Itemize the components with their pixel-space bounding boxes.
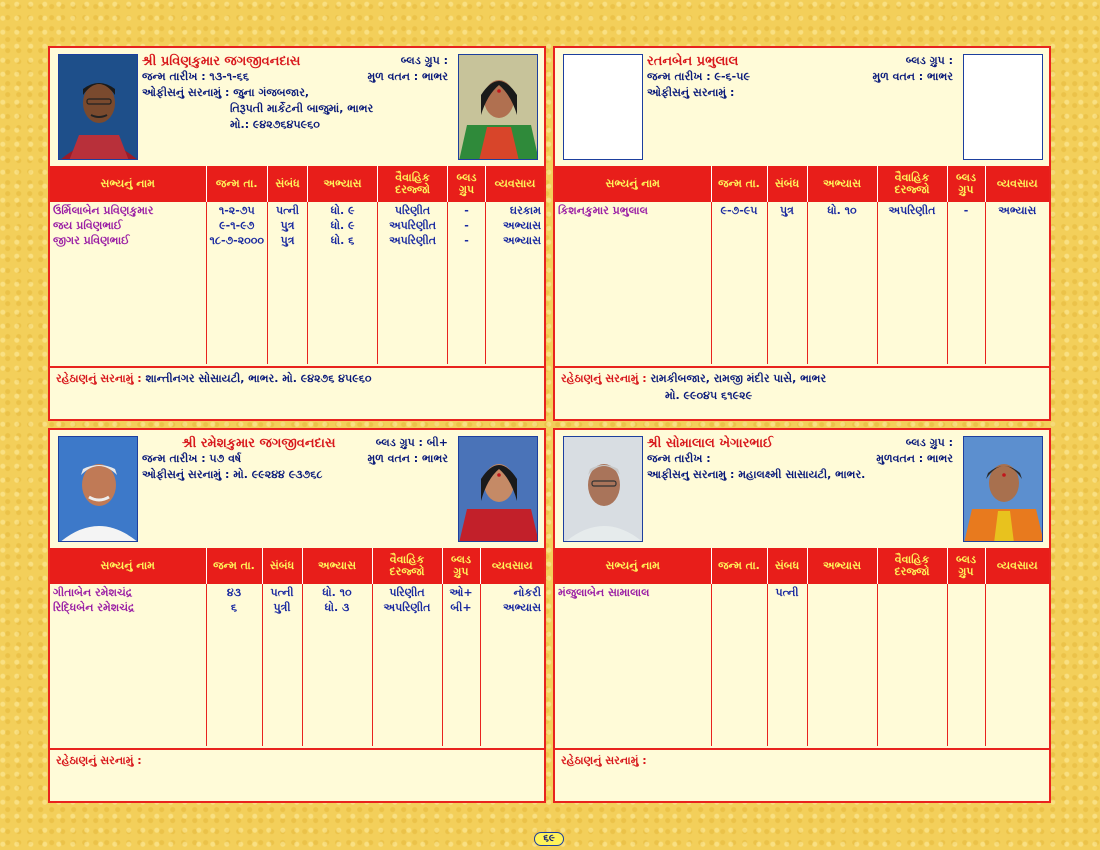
member-occupation xyxy=(989,586,1047,601)
office-address-label: ઓફીસનું સરનામું : જુના ગંજબજાર, xyxy=(142,86,310,99)
residence-address-label: રહેઠાણનું સરનામું : xyxy=(561,754,647,767)
members-table xyxy=(50,166,544,364)
member-blood: ઓ+ xyxy=(449,586,473,599)
col-marital-line1: વૈવાહિક xyxy=(389,553,425,566)
dob-label: જન્મ તારીખ : ૯-૬-૫૯ xyxy=(647,70,750,83)
residence-address-value: રામકીબજાર, રામજી મંદીર પાસે, ભાભર xyxy=(650,372,827,385)
occupations-cell xyxy=(985,202,1049,364)
col-education: અભ્યાસ xyxy=(308,166,378,202)
page-number: ૬૯ xyxy=(534,832,564,846)
col-education: અભ્યાસ xyxy=(302,548,372,584)
blood-group-label: બ્લડ ગ્રુપ : xyxy=(400,54,448,67)
col-blood xyxy=(442,548,480,584)
col-blood-line1: બ્લડ xyxy=(450,553,472,566)
maritals-cell xyxy=(877,202,947,364)
col-occupation: વ્યવસાય xyxy=(985,548,1049,584)
col-blood-line2: ગ્રુપ xyxy=(958,565,974,578)
col-blood-line1: બ્લડ xyxy=(955,171,977,184)
member-relation: પુત્રી xyxy=(273,601,291,614)
residence-address xyxy=(50,366,544,419)
card-header xyxy=(647,436,953,484)
residence-mobile: મો. ૯૯૦૪૫ ૬૧૯૨૯ xyxy=(665,389,753,402)
col-dob: જન્મ તા. xyxy=(711,548,767,584)
member-name: કિશનકુમાર પ્રભુલાલ xyxy=(558,204,648,217)
col-dob: જન્મ તા. xyxy=(206,166,268,202)
residence-address xyxy=(555,366,1049,419)
dobs-cell xyxy=(711,202,767,364)
member-name: મંજુલાબેન સામાલાલ xyxy=(558,586,650,599)
member-dob: ૬ xyxy=(230,601,238,614)
member-education: ધો. ૯ xyxy=(330,204,355,217)
member-blood xyxy=(951,586,982,601)
member-marital: પરિણીત xyxy=(389,586,425,599)
col-marital-line2: દરજ્જો xyxy=(395,183,431,196)
col-marital-line1: વૈવાહિક xyxy=(894,171,930,184)
member-relation: પત્ની xyxy=(775,586,799,599)
col-dob: જન્મ તા. xyxy=(206,548,262,584)
names-cell xyxy=(555,584,711,746)
family-card-1 xyxy=(48,46,546,421)
table-body-row xyxy=(555,584,1049,746)
blood-group-label: બ્લડ ગ્રુપ : બી+ xyxy=(375,436,448,449)
member-dob: ૯-૧-૯૭ xyxy=(219,219,255,232)
col-relation: સંબંધ xyxy=(767,166,807,202)
col-marital xyxy=(877,166,947,202)
member-relation: પત્ની xyxy=(276,204,300,217)
names-cell xyxy=(555,202,711,364)
col-occupation: વ્યવસાય xyxy=(486,166,544,202)
residence-address xyxy=(50,748,544,801)
spouse-photo-placeholder xyxy=(963,54,1043,160)
native-label: મુળ વતન : ભાભર xyxy=(367,70,448,83)
member-education: ધો. ૩ xyxy=(324,601,350,614)
residence-address xyxy=(555,748,1049,801)
residence-address-label: રહેઠાણનું સરનામું : xyxy=(56,754,142,767)
table-body-row xyxy=(555,202,1049,364)
relations-cell xyxy=(262,584,302,746)
family-card-4 xyxy=(553,428,1051,803)
maritals-cell xyxy=(372,584,442,746)
office-mobile: મો.: ૯૪૨૭૬૪૫૯૬૦ xyxy=(230,118,320,131)
members-table xyxy=(50,548,544,746)
member-blood: - xyxy=(963,204,969,217)
col-occupation: વ્યવસાય xyxy=(985,166,1049,202)
table-body-row xyxy=(50,584,544,746)
col-blood xyxy=(947,166,985,202)
head-name: શ્રી સોમાલાલ ખેગારભાઈ xyxy=(647,436,774,451)
blood-group-label: બ્લડ ગ્રુપ : xyxy=(905,436,953,449)
office-address-line2: તિરૂપતી માર્કેટની બાજુમાં, ભાભર xyxy=(230,102,374,115)
office-address-label: ઓફીસનું સરનામું : મો. ૯૯૨૪૪ ૯૩૭૬૮ xyxy=(142,468,323,481)
member-occupation: અભ્યાસ xyxy=(502,219,541,232)
table-header-row xyxy=(50,548,544,584)
occupations-cell xyxy=(486,202,544,364)
member-marital: અપરિણીત xyxy=(389,234,437,247)
family-card-3 xyxy=(48,428,546,803)
col-name: સભ્યનું નામ xyxy=(555,548,711,584)
dob-label: જન્મ તારીખ : ૫૭ વર્ષ xyxy=(142,452,242,465)
col-marital xyxy=(372,548,442,584)
member-marital: અપરિણીત xyxy=(383,601,431,614)
members-table xyxy=(555,166,1049,364)
col-blood-line1: બ્લડ xyxy=(955,553,977,566)
card-header xyxy=(142,54,448,134)
col-marital-line2: દરજ્જો xyxy=(894,183,930,196)
card-header xyxy=(142,436,448,484)
member-education: ધો. ૬ xyxy=(330,234,355,247)
dobs-cell xyxy=(206,202,268,364)
col-marital xyxy=(877,548,947,584)
member-education: ધો. ૧૦ xyxy=(322,586,352,599)
dobs-cell xyxy=(206,584,262,746)
member-marital: પરિણીત xyxy=(394,204,431,217)
members-table xyxy=(555,548,1049,746)
head-photo xyxy=(58,436,138,542)
member-occupation: અભ્યાસ xyxy=(502,234,541,247)
occupations-cell xyxy=(480,584,544,746)
table-body-row xyxy=(50,202,544,364)
member-relation: પુત્ર xyxy=(780,204,794,217)
col-blood-line1: બ્લડ xyxy=(456,171,477,184)
native-label: મુળવતન : ભાભર xyxy=(876,452,953,465)
maritals-cell xyxy=(378,202,448,364)
native-label: મુળ વતન : ભાભર xyxy=(872,70,953,83)
educations-cell xyxy=(302,584,372,746)
member-occupation: અભ્યાસ xyxy=(502,601,541,614)
occupations-cell xyxy=(985,584,1049,746)
blood-group-label: બ્લડ ગ્રુપ : xyxy=(905,54,953,67)
member-name: જીગર પ્રવિણભાઈ xyxy=(53,234,130,247)
head-name: રતનબેન પ્રભુલાલ xyxy=(647,54,739,69)
member-blood: - xyxy=(464,204,469,217)
col-dob: જન્મ તા. xyxy=(711,166,767,202)
relations-cell xyxy=(767,202,807,364)
residence-address-label: રહેઠાણનું સરનામું : xyxy=(56,372,142,385)
col-education: અભ્યાસ xyxy=(807,548,877,584)
relations-cell xyxy=(767,584,807,746)
member-name: જય પ્રવિણભાઈ xyxy=(53,219,123,232)
educations-cell xyxy=(807,584,877,746)
table-header-row xyxy=(50,166,544,202)
col-occupation: વ્યવસાય xyxy=(480,548,544,584)
names-cell xyxy=(50,202,206,364)
col-marital-line2: દરજ્જો xyxy=(389,565,425,578)
bloods-cell xyxy=(947,584,985,746)
card-header xyxy=(647,54,953,102)
residence-address-value: શાન્તીનગર સોસાયટી, ભાભર. મો. ૯૪૨૭૬ ૪૫૯૬૦ xyxy=(145,372,372,385)
member-blood: - xyxy=(464,219,469,232)
educations-cell xyxy=(308,202,378,364)
member-dob: ૧-૨-૭૫ xyxy=(218,204,255,217)
maritals-cell xyxy=(877,584,947,746)
member-education: ધો. ૯ xyxy=(330,219,355,232)
member-dob: ૪૩ xyxy=(226,586,242,599)
member-blood: - xyxy=(464,234,469,247)
col-marital-line2: દરજ્જો xyxy=(894,565,930,578)
member-education: ધો. ૧૦ xyxy=(827,204,857,217)
member-marital: અપરિણીત xyxy=(888,204,936,217)
bloods-cell xyxy=(442,584,480,746)
member-name: ગીતાબેન રમેશચંદ્ર xyxy=(53,586,133,599)
member-relation: પુત્ર xyxy=(280,234,295,247)
member-name: રિદ્ધિબેન રમેશચંદ્ર xyxy=(53,601,135,614)
table-header-row xyxy=(555,166,1049,202)
office-address-label: ઓફીસનું સરનામું : xyxy=(647,86,735,99)
native-label: મુળ વતન : ભાભર xyxy=(367,452,448,465)
member-marital: અપરિણીત xyxy=(389,219,437,232)
table-header-row xyxy=(555,548,1049,584)
head-name: શ્રી રમેશકુમાર જગજીવનદાસ xyxy=(182,436,336,451)
member-occupation: ઘરકામ xyxy=(509,204,541,217)
spouse-photo xyxy=(458,436,538,542)
member-marital xyxy=(881,586,944,601)
dob-label: જન્મ તારીખ : xyxy=(647,452,711,465)
col-name: સભ્યનું નામ xyxy=(50,166,206,202)
col-name: સભ્યનું નામ xyxy=(555,166,711,202)
col-blood xyxy=(448,166,486,202)
bloods-cell xyxy=(947,202,985,364)
member-occupation: નોકરી xyxy=(513,586,541,599)
col-blood-line2: ગ્રુપ xyxy=(958,183,974,196)
col-relation: સંબંધ xyxy=(268,166,308,202)
head-name: શ્રી પ્રવિણકુમાર જગજીવનદાસ xyxy=(142,54,301,69)
col-marital-line1: વૈવાહિક xyxy=(395,171,430,184)
office-address-label: આફીસનુ સરનામુ : મહાલક્ષ્મી સાસાયટી, ભાભર. xyxy=(647,468,866,481)
dob-label: જન્મ તારીખ : ૧૩-૧-૬૬ xyxy=(142,70,249,83)
col-education: અભ્યાસ xyxy=(807,166,877,202)
member-dob: ૯-૭-૯૫ xyxy=(720,204,758,217)
member-dob: ૧૮-૭-૨૦૦૦ xyxy=(209,234,265,247)
member-dob xyxy=(715,586,764,601)
head-photo-placeholder xyxy=(563,54,643,160)
spouse-photo xyxy=(963,436,1043,542)
relations-cell xyxy=(268,202,308,364)
spouse-photo xyxy=(458,54,538,160)
member-relation: પત્ની xyxy=(270,586,294,599)
educations-cell xyxy=(807,202,877,364)
names-cell xyxy=(50,584,206,746)
member-blood: બી+ xyxy=(450,601,472,614)
head-photo xyxy=(563,436,643,542)
member-name: ઉર્મિલાબેન પ્રવિણકુમાર xyxy=(53,204,154,217)
dobs-cell xyxy=(711,584,767,746)
member-relation: પુત્ર xyxy=(280,219,295,232)
col-name: સભ્યનું નામ xyxy=(50,548,206,584)
residence-address-label: રહેઠાણનું સરનામું : xyxy=(561,372,647,385)
member-occupation: અભ્યાસ xyxy=(998,204,1037,217)
col-relation: સંબધ xyxy=(767,548,807,584)
col-blood-line2: ગ્રુપ xyxy=(458,183,475,196)
col-relation: સંબંધ xyxy=(262,548,302,584)
head-photo xyxy=(58,54,138,160)
col-marital xyxy=(378,166,448,202)
col-blood-line2: ગ્રુપ xyxy=(453,565,469,578)
col-marital-line1: વૈવાહિક xyxy=(894,553,930,566)
col-blood xyxy=(947,548,985,584)
member-education xyxy=(811,586,874,601)
bloods-cell xyxy=(448,202,486,364)
family-card-2 xyxy=(553,46,1051,421)
